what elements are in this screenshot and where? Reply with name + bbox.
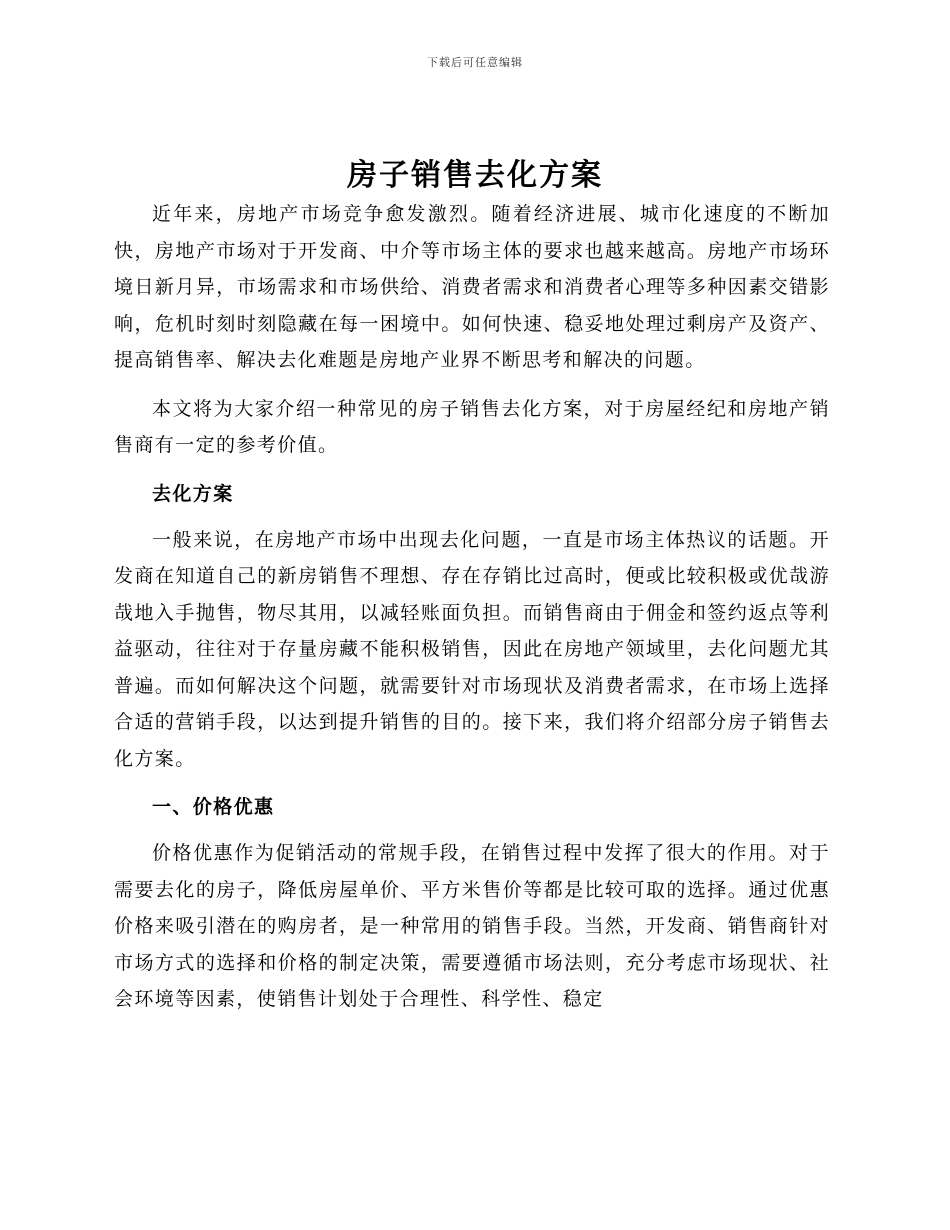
paragraph-intro-2: 本文将为大家介绍一种常见的房子销售去化方案，对于房屋经纪和房地产销售商有一定的参考价值。 (114, 397, 830, 456)
paragraph-price-discount-body: 价格优惠作为促销活动的常规手段，在销售过程中发挥了很大的作用。对于需要去化的房子，降低房屋单价、平方米售价等都是比较可取的选择。通过优惠价格来吸引潜在的购房者，是一种常用的销售手段。当然，开发商、销售商针对市场方式的选择和价格的制定决策，需要遵循市场法则，充分考虑市场现状、社会环境等因素，使销售计划处于合理性、科学性、稳定 (114, 842, 830, 1010)
document-body (114, 196, 830, 1030)
section-heading-price-discount: 一、价格优惠 (152, 796, 275, 818)
paragraph-intro-1: 近年来，房地产市场竞争愈发激烈。随着经济进展、城市化速度的不断加快，房地产市场对于开发商、中介等市场主体的要求也越来越高。房地产市场环境日新月异，市场需求和市场供给、消费者需求和消费者心理等多种因素交错影响，危机时刻时刻隐藏在每一困境中。如何快速、稳妥地处理过剩房产及资产、提高销售率、解决去化难题是房地产业界不断思考和解决的问题。 (114, 203, 830, 371)
document-title: 房子销售去化方案 (347, 158, 603, 193)
paragraph-plan-body: 一般来说，在房地产市场中出现去化问题，一直是市场主体热议的话题。开发商在知道自己的新房销售不理想、存在存销比过高时，便或比较积极或优哉游哉地入手抛售，物尽其用，以减轻账面负担。而销售商由于佣金和签约返点等利益驱动，往往对于存量房藏不能积极销售，因此在房地产领域里，去化问题尤其普遍。而如何解决这个问题，就需要针对市场现状及消费者需求，在市场上选择合适的营销手段，以达到提升销售的目的。接下来，我们将介绍部分房子销售去化方案。 (114, 528, 830, 770)
section-heading-plan: 去化方案 (152, 482, 234, 505)
header-note: 下载后可任意编辑 (427, 56, 523, 69)
